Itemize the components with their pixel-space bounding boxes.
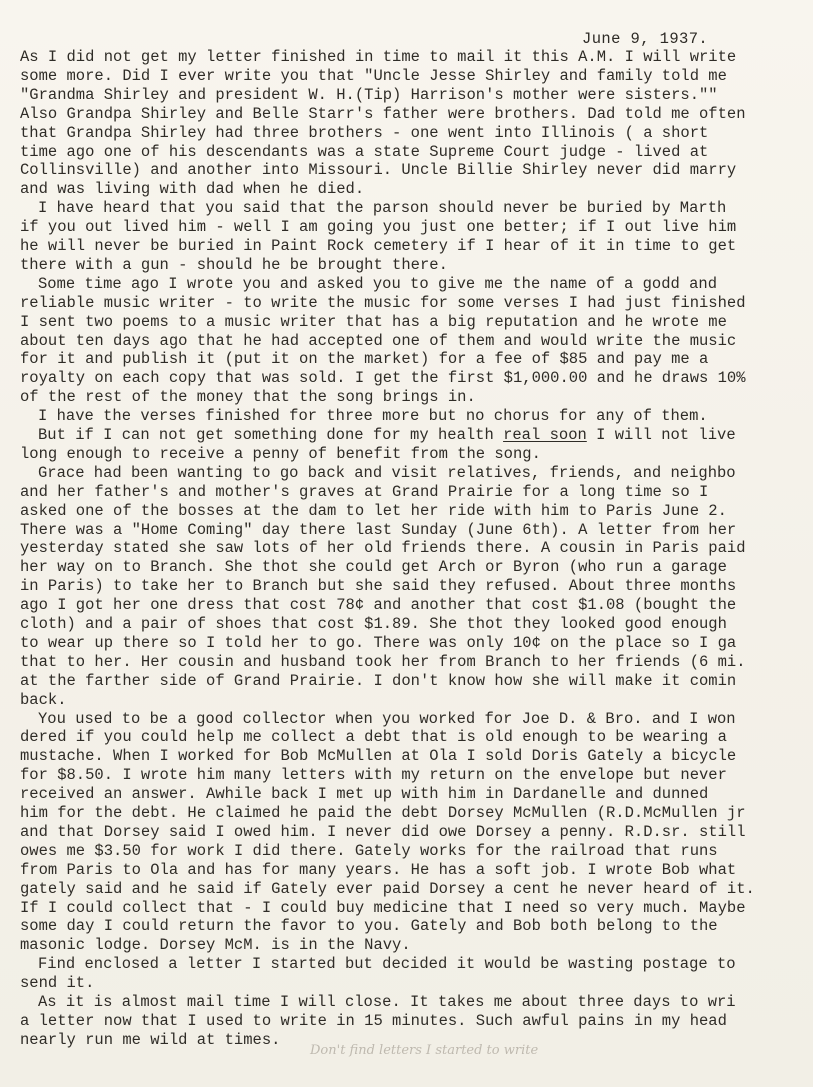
letter-line: and her father's and mother's graves at Grand Prairie for a long time so I xyxy=(20,482,709,501)
letter-line: a letter now that I used to write in 15 minutes. Such awful pains in my head xyxy=(20,1011,727,1030)
letter-line: if you out lived him - well I am going you just one better; if I out live him xyxy=(20,218,737,237)
letter-line: I sent two poems to a music writer that has a big reputation and he wrote me xyxy=(20,312,727,331)
letter-line: Also Grandpa Shirley and Belle Starr's father were brothers. Dad told me often xyxy=(20,104,746,123)
letter-line: and that Dorsey said I owed him. I never did owe Dorsey a penny. R.D.sr. still xyxy=(20,822,746,841)
letter-line: Some time ago I wrote you and asked you to give me the name of a godd and xyxy=(38,274,718,293)
letter-line: Grace had been wanting to go back and visit relatives, friends, and neighbo xyxy=(38,463,736,482)
letter-line: But if I can not get something done for my health real soon I will not live xyxy=(38,426,736,444)
letter-line: mustache. When I worked for Bob McMullen at Ola I sold Doris Gately a bicycle xyxy=(20,747,737,766)
letter-line: ago I got her one dress that cost 78¢ and another that cost $1.08 (bought the xyxy=(20,596,737,615)
letter-line: received an answer. Awhile back I met up with him in Dardanelle and dunned xyxy=(20,785,709,804)
letter-line: "Grandma Shirley and president W. H.(Tip) Harrison's mother were sisters."" xyxy=(20,85,718,104)
letter-line: dered if you could help me collect a debt that is old enough to be wearing a xyxy=(20,728,727,747)
letter-line: some more. Did I ever write you that "Uncle Jesse Shirley and family told me xyxy=(20,66,727,85)
letter-line: I have the verses finished for three more but no chorus for any of them. xyxy=(38,407,708,426)
letter-line: send it. xyxy=(20,974,95,993)
letter-line: and was living with dad when he died. xyxy=(20,180,365,199)
letter-line: to wear up there so I told her to go. There was only 10¢ on the place so I ga xyxy=(20,633,737,652)
letter-line: he will never be buried in Paint Rock cemetery if I hear of it in time to get xyxy=(20,237,737,255)
letter-line: at the farther side of Grand Prairie. I don't know how she will make it comin xyxy=(20,671,737,690)
letter-line: I have heard that you said that the parson should never be buried by Marth xyxy=(38,199,727,218)
faded-pencil-note: Don't find letters I started to write xyxy=(310,1043,539,1058)
letter-line: some day I could return the favor to you. Gately and Bob both belong to the xyxy=(20,917,718,936)
letter-line: gately said and he said if Gately ever paid Dorsey a cent he never heard of it. xyxy=(20,879,755,898)
letter-line: for it and publish it (put it on the market) for a fee of $85 and pay me a xyxy=(20,350,709,369)
letter-line: masonic lodge. Dorsey McM. is in the Navy. xyxy=(20,936,411,955)
letter-line: asked one of the bosses at the dam to let her ride with him to Paris June 2. xyxy=(20,501,727,520)
letter-line: for $8.50. I wrote him many letters with my return on the envelope but never xyxy=(20,766,727,785)
letter-line: yesterday stated she saw lots of her old friends there. A cousin in Paris paid xyxy=(20,539,746,558)
letter-line: time ago one of his descendants was a state Supreme Court judge - lived at xyxy=(20,142,709,161)
letter-line: As it is almost mail time I will close. It takes me about three days to wri xyxy=(38,993,736,1011)
letter-line: cloth) and a pair of shoes that cost $1.89. She thot they looked good enough xyxy=(20,615,727,633)
letter-line: reliable music writer - to write the music for some verses I had just finished xyxy=(20,293,746,312)
letter-line: there with a gun - should he be brought there. xyxy=(20,255,448,274)
letter-line: nearly run me wild at times. xyxy=(20,1030,281,1049)
letter-line: royalty on each copy that was sold. I get the first $1,000.00 and he draws 10% xyxy=(20,369,746,388)
letter-line: him for the debt. He claimed he paid the debt Dorsey McMullen (R.D.McMullen jr xyxy=(20,804,746,822)
letter-line: long enough to receive a penny of benefit from the song. xyxy=(20,444,541,463)
letter-line: of the rest of the money that the song brings in. xyxy=(20,388,476,407)
underlined-phrase: real soon xyxy=(503,426,587,444)
letter-line: in Paris) to take her to Branch but she said they refused. About three months xyxy=(20,577,737,596)
letter-line: from Paris to Ola and has for many years. He has a soft job. I wrote Bob what xyxy=(20,860,737,879)
letter-line: her way on to Branch. She thot she could get Arch or Byron (who run a garage xyxy=(20,558,727,577)
letter-line: There was a "Home Coming" day there last Sunday (June 6th). A letter from her xyxy=(20,520,737,539)
letter-line: about ten days ago that he had accepted one of them and would write the music xyxy=(20,331,737,350)
letter-line: back. xyxy=(20,690,67,709)
letter-line: Collinsville) and another into Missouri. Uncle Billie Shirley never did marry xyxy=(20,161,737,180)
letter-line: that to her. Her cousin and husband took her from Branch to her friends (6 mi. xyxy=(20,652,746,671)
letter-line: You used to be a good collector when you worked for Joe D. & Bro. and I won xyxy=(38,709,736,728)
letter-line: If I could collect that - I could buy medicine that I need so very much. Maybe xyxy=(20,898,746,917)
letter-line: that Grandpa Shirley had three brothers - one went into Illinois ( a short xyxy=(20,123,709,142)
letter-date: June 9, 1937. xyxy=(582,30,709,48)
letter-line: As I did not get my letter finished in time to mail it this A.M. I will write xyxy=(20,48,737,66)
letter-line: owes me $3.50 for work I did there. Gately works for the railroad that runs xyxy=(20,841,718,860)
letter-line: Find enclosed a letter I started but decided it would be wasting postage to xyxy=(38,955,736,974)
